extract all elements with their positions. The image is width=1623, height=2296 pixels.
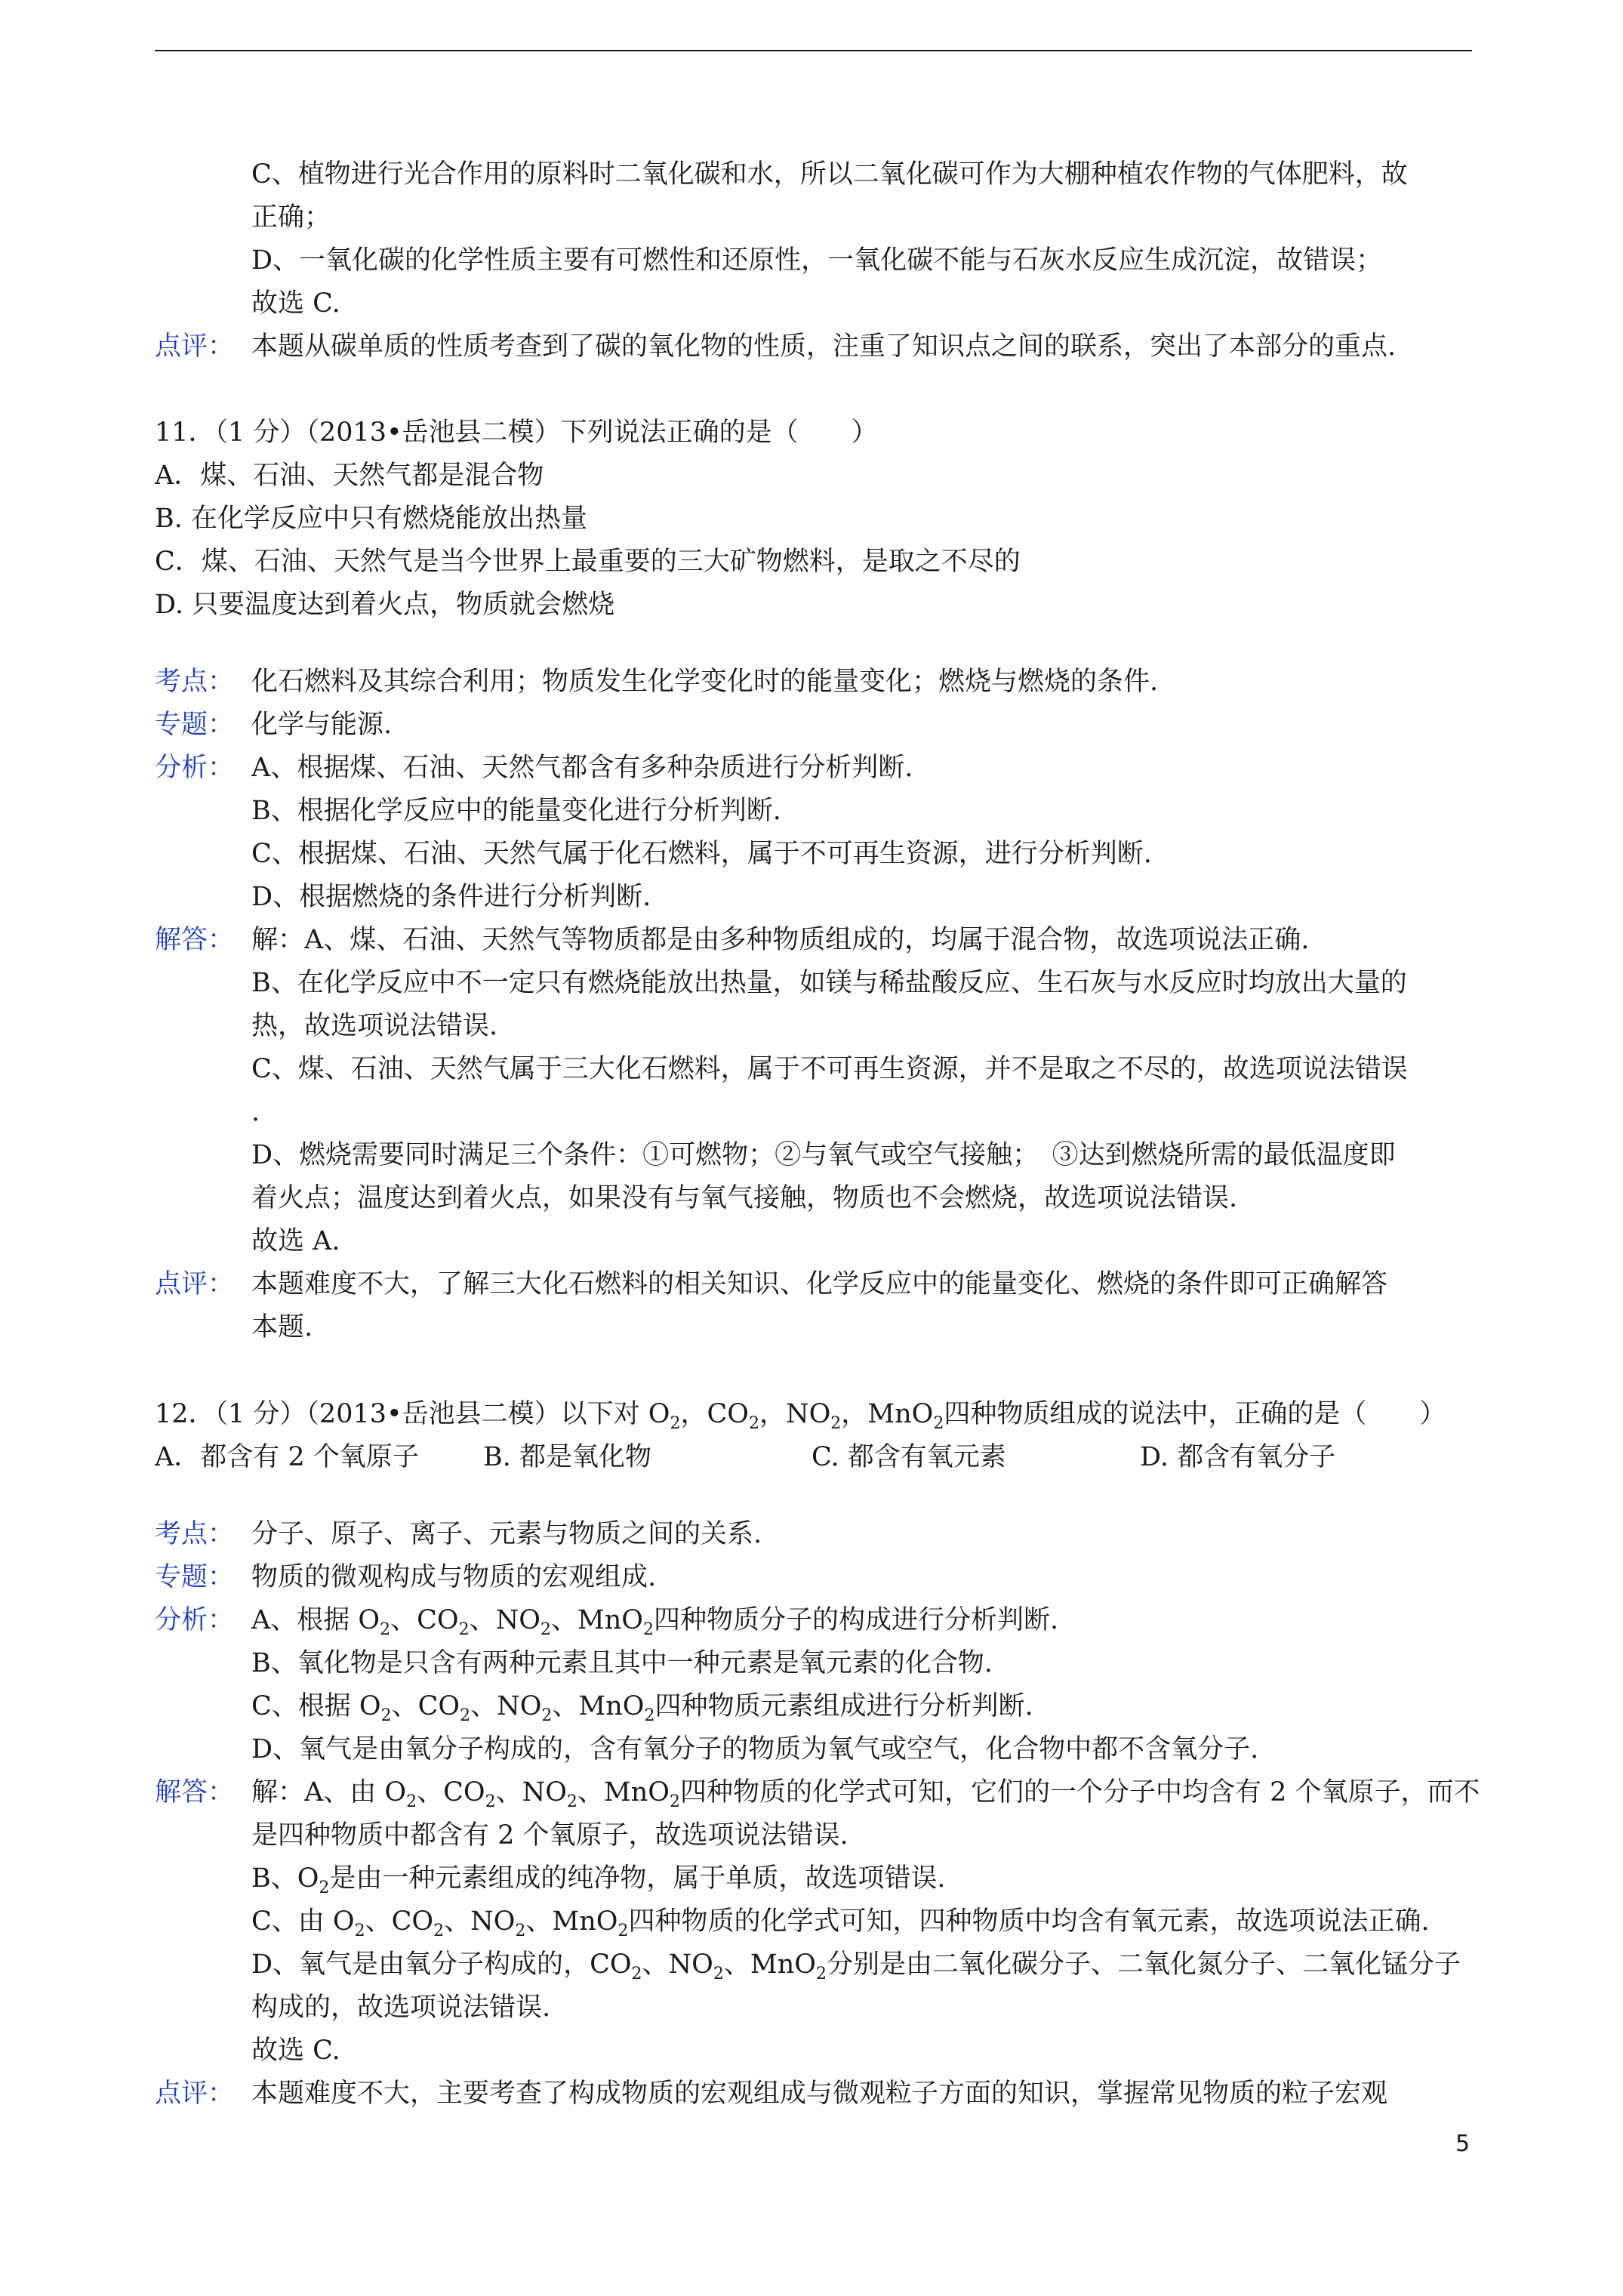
kaodian-label: 考点： [155, 667, 235, 697]
q12-option: A．都含有 2 个氧原子 [155, 1442, 419, 1472]
q12-option: B. 都是氧化物 [483, 1442, 651, 1472]
dianping-label: 点评： [155, 1269, 235, 1299]
page-number: 5 [1455, 2131, 1471, 2157]
comment-label: 点评： [155, 331, 235, 362]
q12-option: C. 都含有氧元素 [812, 1442, 1006, 1472]
jieda-label: 解答： [155, 1777, 235, 1808]
fenxi-label: 分析： [155, 1605, 235, 1635]
fenxi-label: 分析： [155, 753, 235, 783]
dianping-label: 点评： [155, 2079, 235, 2109]
jieda-label: 解答： [155, 925, 235, 955]
q12-option: D. 都含有氧分子 [1140, 1442, 1336, 1472]
zhuanti-label: 专题： [155, 1562, 235, 1592]
kaodian-label: 考点： [155, 1519, 235, 1549]
zhuanti-label: 专题： [155, 710, 235, 740]
header-rule [155, 50, 1472, 51]
